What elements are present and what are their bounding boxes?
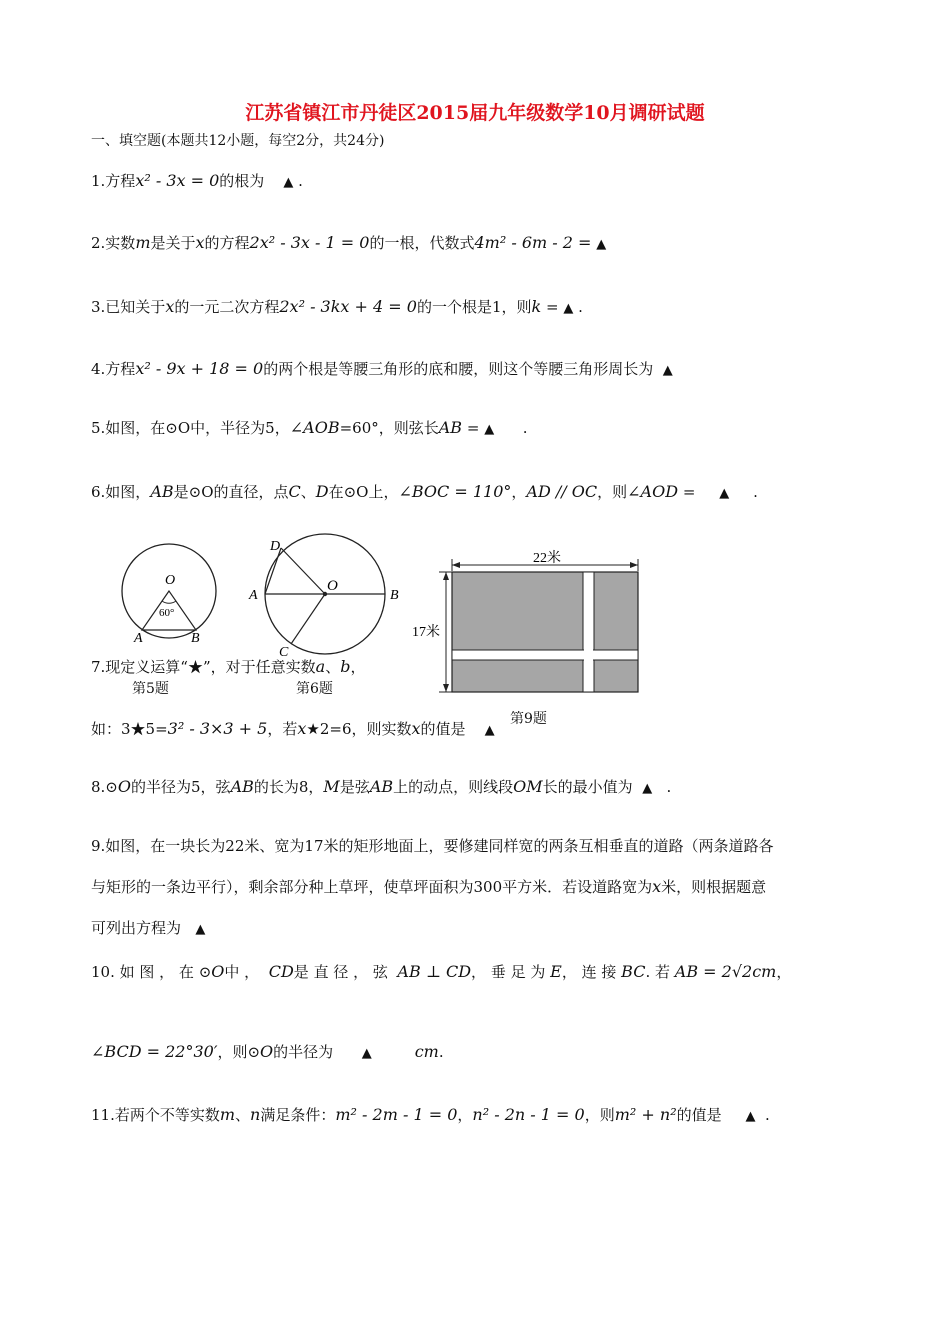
- figure-9-diagram: [408, 540, 653, 700]
- answer-blank-icon: ▲: [596, 237, 607, 252]
- question-9-line-1: 9.如图，在一块长为22米、宽为17米的矩形地面上，要修建同样宽的两条互相垂直的道路（两条道路各: [91, 837, 774, 855]
- arrow-right: [630, 562, 638, 568]
- question-8: 8.⊙O的半径为5，弦AB的长为8，M是弦AB上的动点，则线段OM长的最小值为 ▲ .: [91, 777, 672, 796]
- question-7-example: 如：3★5=3² - 3×3 + 5，若x★2=6，则实数x的值是 ▲: [91, 719, 495, 738]
- width-label: 22米: [533, 551, 561, 566]
- answer-blank-icon: ▲: [563, 301, 574, 316]
- figure-5-diagram: [115, 538, 225, 648]
- answer-blank-icon: ▲: [719, 486, 730, 501]
- question-10-continued: ∠BCD = 22°30′，则⊙O的半径为 ▲ cm.: [91, 1042, 444, 1061]
- angle-arc: [162, 601, 176, 603]
- figure-9-caption: 第9题: [510, 711, 547, 727]
- question-6: 6.如图，AB是⊙O的直径，点C、D在⊙O上，∠BOC = 110°，AD // OC，则∠AOD = ▲ .: [91, 482, 758, 501]
- answer-blank-icon: ▲: [484, 422, 495, 437]
- chord-ad: [265, 548, 281, 594]
- figure-5-caption: 第5题: [132, 681, 169, 697]
- road-intersection: [584, 649, 593, 661]
- answer-blank-icon: ▲: [361, 1046, 372, 1061]
- figure-6-diagram: [243, 532, 408, 662]
- question-10: 10. 如 图 ， 在 ⊙O中 ， CD是 直 径 ， 弦 AB ⊥ CD， 垂 足 为 E， 连 接 BC. 若 AB = 2√2cm，: [91, 962, 792, 981]
- question-4: 4.方程x² - 9x + 18 = 0的两个根是等腰三角形的底和腰，则这个等腰三角形周长为 ▲: [91, 359, 673, 378]
- answer-blank-icon: ▲: [662, 363, 673, 378]
- question-9-line-3: 可列出方程为 ▲: [91, 919, 206, 937]
- question-9-line-2: 与矩形的一条边平行），剩余部分种上草坪，使草坪面积为300平方米．若设道路宽为x米，则根据题意: [91, 877, 767, 896]
- page-title: 江苏省镇江市丹徒区2015届九年级数学10月调研试题: [245, 102, 705, 124]
- height-label: 17米: [412, 625, 440, 640]
- label-o: O: [327, 578, 338, 594]
- arrow-up: [443, 572, 449, 580]
- question-3: 3.已知关于x的一元二次方程2x² - 3kx + 4 = 0的一个根是1，则k = ▲ .: [91, 297, 583, 316]
- answer-blank-icon: ▲: [484, 723, 495, 738]
- answer-blank-icon: ▲: [745, 1109, 756, 1124]
- question-2: 2.实数m是关于x的方程2x² - 3x - 1 = 0的一根，代数式4m² - 6m - 2 = ▲: [91, 233, 607, 252]
- question-11: 11.若两个不等实数m、n满足条件：m² - 2m - 1 = 0，n² - 2n - 1 = 0，则m² + n²的值是 ▲ .: [91, 1105, 770, 1124]
- label-a: A: [249, 588, 258, 603]
- horizontal-road: [452, 650, 638, 660]
- answer-blank-icon: ▲: [642, 781, 653, 796]
- answer-blank-icon: ▲: [195, 922, 206, 937]
- rectangular-field: [452, 572, 638, 692]
- label-o: O: [165, 573, 176, 588]
- question-5: 5.如图，在⊙O中，半径为5，∠AOB=60°，则弦长AB = ▲ .: [91, 418, 528, 437]
- section-heading: 一、填空题(本题共12小题，每空2分，共24分): [91, 133, 385, 149]
- label-d: D: [270, 539, 281, 554]
- arrow-down: [443, 684, 449, 692]
- figure-6-caption: 第6题: [296, 681, 333, 697]
- label-angle: 60°: [159, 607, 175, 619]
- radius-oc: [291, 594, 325, 644]
- vertical-road: [583, 572, 594, 692]
- label-b: B: [390, 588, 399, 603]
- label-c: C: [279, 645, 289, 660]
- arrow-left: [452, 562, 460, 568]
- radius-od: [281, 548, 325, 594]
- question-1: 1.方程x² - 3x = 0的根为 ▲ .: [91, 171, 303, 190]
- label-a: A: [134, 631, 143, 646]
- answer-blank-icon: ▲: [283, 175, 294, 190]
- question-7: 7.现定义运算“★”，对于任意实数a、b，: [91, 657, 366, 676]
- label-b: B: [191, 631, 200, 646]
